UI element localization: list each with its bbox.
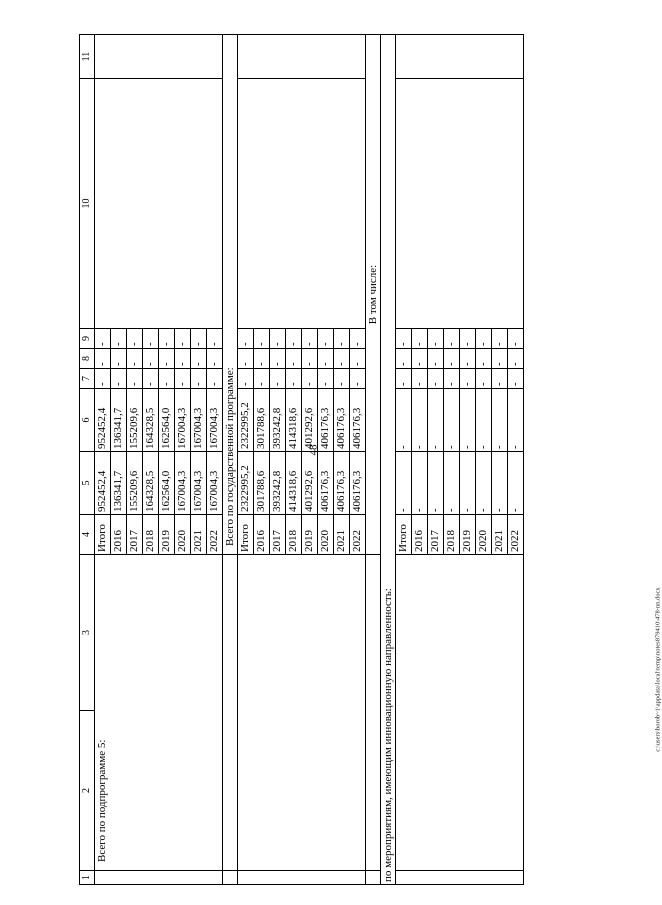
- value-cell: -: [127, 349, 143, 369]
- value-cell: -: [492, 329, 508, 349]
- value-cell: -: [127, 329, 143, 349]
- row-index-cell: [238, 871, 366, 885]
- col-number: 1: [80, 871, 95, 885]
- value-cell: -: [159, 349, 175, 369]
- col-number: 2: [80, 711, 95, 871]
- value-cell: -: [159, 369, 175, 389]
- value-cell: -: [396, 329, 412, 349]
- col-number: 7: [80, 369, 95, 389]
- value-cell: -: [207, 329, 223, 349]
- empty-cell: [238, 35, 366, 79]
- year-cell: 2019: [159, 515, 175, 555]
- value-cell: -: [111, 349, 127, 369]
- value-cell: 393242,8: [270, 452, 286, 515]
- value-cell: 414318,6: [286, 389, 302, 452]
- value-cell: -: [460, 329, 476, 349]
- year-cell: 2021: [191, 515, 207, 555]
- value-cell: 2322995,2: [238, 389, 254, 452]
- col-number: 8: [80, 349, 95, 369]
- value-cell: -: [127, 369, 143, 389]
- value-cell: 406176,3: [318, 389, 334, 452]
- value-cell: -: [191, 329, 207, 349]
- year-cell: 2020: [318, 515, 334, 555]
- value-cell: -: [238, 369, 254, 389]
- value-cell: -: [412, 349, 428, 369]
- value-cell: -: [476, 452, 492, 515]
- value-cell: -: [412, 329, 428, 349]
- value-cell: -: [318, 329, 334, 349]
- year-cell: 2020: [175, 515, 191, 555]
- value-cell: -: [270, 329, 286, 349]
- value-cell: -: [286, 329, 302, 349]
- value-cell: -: [238, 329, 254, 349]
- row-index-cell: [95, 871, 223, 885]
- year-cell: 2016: [254, 515, 270, 555]
- value-cell: 301788,6: [254, 389, 270, 452]
- value-cell: -: [334, 369, 350, 389]
- value-cell: 164328,5: [143, 452, 159, 515]
- value-cell: 952452,4: [95, 452, 111, 515]
- value-cell: -: [476, 369, 492, 389]
- value-cell: -: [207, 349, 223, 369]
- empty-cell: [95, 35, 223, 79]
- footer-file-path: c:\users\borob~1\appdata\local\temp\notes879410\478-nn.docx: [654, 587, 662, 752]
- value-cell: -: [396, 452, 412, 515]
- value-cell: -: [460, 389, 476, 452]
- value-cell: -: [428, 452, 444, 515]
- value-cell: -: [302, 369, 318, 389]
- year-cell: 2022: [508, 515, 524, 555]
- value-cell: -: [492, 389, 508, 452]
- section-header-row: [366, 35, 381, 885]
- year-cell: 2016: [412, 515, 428, 555]
- value-cell: -: [95, 369, 111, 389]
- year-cell: 2017: [428, 515, 444, 555]
- value-cell: -: [444, 369, 460, 389]
- col-number: 6: [80, 389, 95, 452]
- year-cell: 2018: [286, 515, 302, 555]
- section-header-row: [223, 35, 238, 885]
- value-cell: 167004,3: [175, 452, 191, 515]
- value-cell: -: [143, 369, 159, 389]
- value-cell: 301788,6: [254, 452, 270, 515]
- year-cell: 2018: [143, 515, 159, 555]
- value-cell: -: [286, 369, 302, 389]
- value-cell: -: [492, 452, 508, 515]
- empty-cell: [366, 555, 381, 871]
- value-cell: 406176,3: [334, 389, 350, 452]
- value-cell: -: [175, 369, 191, 389]
- value-cell: -: [270, 349, 286, 369]
- section-header-row: [381, 35, 396, 885]
- section-label: по мероприятиям, имеющим инновационную направленность:: [381, 35, 396, 885]
- value-cell: -: [350, 349, 366, 369]
- year-cell: 2021: [334, 515, 350, 555]
- value-cell: 136341,7: [111, 389, 127, 452]
- value-cell: -: [412, 389, 428, 452]
- value-cell: -: [175, 329, 191, 349]
- value-cell: -: [318, 369, 334, 389]
- value-cell: -: [95, 329, 111, 349]
- value-cell: -: [396, 389, 412, 452]
- year-cell: Итого: [396, 515, 412, 555]
- including-label: В том числе:: [366, 35, 381, 555]
- value-cell: -: [254, 369, 270, 389]
- value-cell: 162564,0: [159, 389, 175, 452]
- value-cell: 167004,3: [191, 389, 207, 452]
- value-cell: -: [476, 389, 492, 452]
- empty-cell: [238, 79, 366, 329]
- page-number: 48: [307, 444, 320, 456]
- section-label: Всего по государственной программе:: [223, 35, 238, 555]
- value-cell: 167004,3: [207, 389, 223, 452]
- col-number: 11: [80, 35, 95, 79]
- rotated-table-container: [79, 35, 577, 885]
- value-cell: 155209,6: [127, 389, 143, 452]
- section-label: Всего по подпрограмме 5:: [95, 555, 223, 871]
- value-cell: -: [95, 349, 111, 369]
- value-cell: -: [302, 349, 318, 369]
- value-cell: -: [412, 369, 428, 389]
- value-cell: -: [143, 349, 159, 369]
- empty-cell: [396, 35, 524, 79]
- year-cell: 2022: [350, 515, 366, 555]
- value-cell: 414318,6: [286, 452, 302, 515]
- row-index-cell: [366, 871, 381, 885]
- value-cell: -: [508, 389, 524, 452]
- value-cell: -: [428, 349, 444, 369]
- value-cell: -: [334, 329, 350, 349]
- value-cell: 401292,6: [302, 389, 318, 452]
- value-cell: -: [460, 349, 476, 369]
- value-cell: -: [508, 349, 524, 369]
- value-cell: 406176,3: [334, 452, 350, 515]
- column-number-row: [80, 35, 95, 885]
- value-cell: -: [476, 329, 492, 349]
- value-cell: -: [286, 349, 302, 369]
- table-body: [80, 35, 524, 885]
- value-cell: -: [428, 389, 444, 452]
- year-cell: 2022: [207, 515, 223, 555]
- value-cell: -: [428, 369, 444, 389]
- value-cell: -: [143, 329, 159, 349]
- value-cell: -: [175, 349, 191, 369]
- empty-cell: [238, 555, 366, 871]
- value-cell: -: [396, 349, 412, 369]
- year-cell: Итого: [95, 515, 111, 555]
- value-cell: -: [350, 369, 366, 389]
- value-cell: -: [508, 452, 524, 515]
- year-cell: 2021: [492, 515, 508, 555]
- table-row: [238, 35, 254, 885]
- value-cell: -: [318, 349, 334, 369]
- value-cell: -: [412, 452, 428, 515]
- value-cell: 406176,3: [350, 452, 366, 515]
- col-number: 3: [80, 555, 95, 711]
- value-cell: 136341,7: [111, 452, 127, 515]
- value-cell: -: [460, 452, 476, 515]
- value-cell: 2322995,2: [238, 452, 254, 515]
- value-cell: -: [444, 452, 460, 515]
- year-cell: 2020: [476, 515, 492, 555]
- value-cell: 162564,0: [159, 452, 175, 515]
- value-cell: -: [334, 349, 350, 369]
- value-cell: -: [254, 349, 270, 369]
- value-cell: -: [254, 329, 270, 349]
- value-cell: -: [207, 369, 223, 389]
- value-cell: -: [159, 329, 175, 349]
- value-cell: -: [302, 329, 318, 349]
- table-row: [396, 35, 412, 885]
- value-cell: -: [444, 389, 460, 452]
- year-cell: 2018: [444, 515, 460, 555]
- value-cell: 167004,3: [191, 452, 207, 515]
- value-cell: -: [191, 349, 207, 369]
- year-cell: 2016: [111, 515, 127, 555]
- value-cell: -: [444, 349, 460, 369]
- value-cell: -: [111, 369, 127, 389]
- value-cell: -: [460, 369, 476, 389]
- table-row: [95, 35, 111, 885]
- value-cell: -: [111, 329, 127, 349]
- year-cell: Итого: [238, 515, 254, 555]
- year-cell: 2017: [270, 515, 286, 555]
- empty-cell: [223, 555, 238, 871]
- value-cell: -: [350, 329, 366, 349]
- value-cell: 401292,6: [302, 452, 318, 515]
- budget-table: [79, 34, 524, 885]
- empty-cell: [95, 79, 223, 329]
- value-cell: -: [396, 369, 412, 389]
- row-index-cell: [223, 871, 238, 885]
- empty-cell: [396, 555, 524, 871]
- value-cell: -: [270, 369, 286, 389]
- value-cell: -: [444, 329, 460, 349]
- value-cell: 952452,4: [95, 389, 111, 452]
- col-number: 10: [80, 79, 95, 329]
- value-cell: -: [508, 329, 524, 349]
- year-cell: 2019: [302, 515, 318, 555]
- value-cell: 406176,3: [318, 452, 334, 515]
- year-cell: 2019: [460, 515, 476, 555]
- value-cell: -: [238, 349, 254, 369]
- value-cell: 167004,3: [207, 452, 223, 515]
- year-cell: 2017: [127, 515, 143, 555]
- value-cell: -: [492, 369, 508, 389]
- value-cell: 155209,6: [127, 452, 143, 515]
- value-cell: -: [492, 349, 508, 369]
- value-cell: -: [508, 369, 524, 389]
- empty-cell: [396, 79, 524, 329]
- value-cell: 393242,8: [270, 389, 286, 452]
- value-cell: -: [428, 329, 444, 349]
- value-cell: 164328,5: [143, 389, 159, 452]
- value-cell: -: [191, 369, 207, 389]
- col-number: 5: [80, 452, 95, 515]
- row-index-cell: [396, 871, 524, 885]
- value-cell: 406176,3: [350, 389, 366, 452]
- value-cell: -: [476, 349, 492, 369]
- value-cell: 167004,3: [175, 389, 191, 452]
- col-number: 4: [80, 515, 95, 555]
- col-number: 9: [80, 329, 95, 349]
